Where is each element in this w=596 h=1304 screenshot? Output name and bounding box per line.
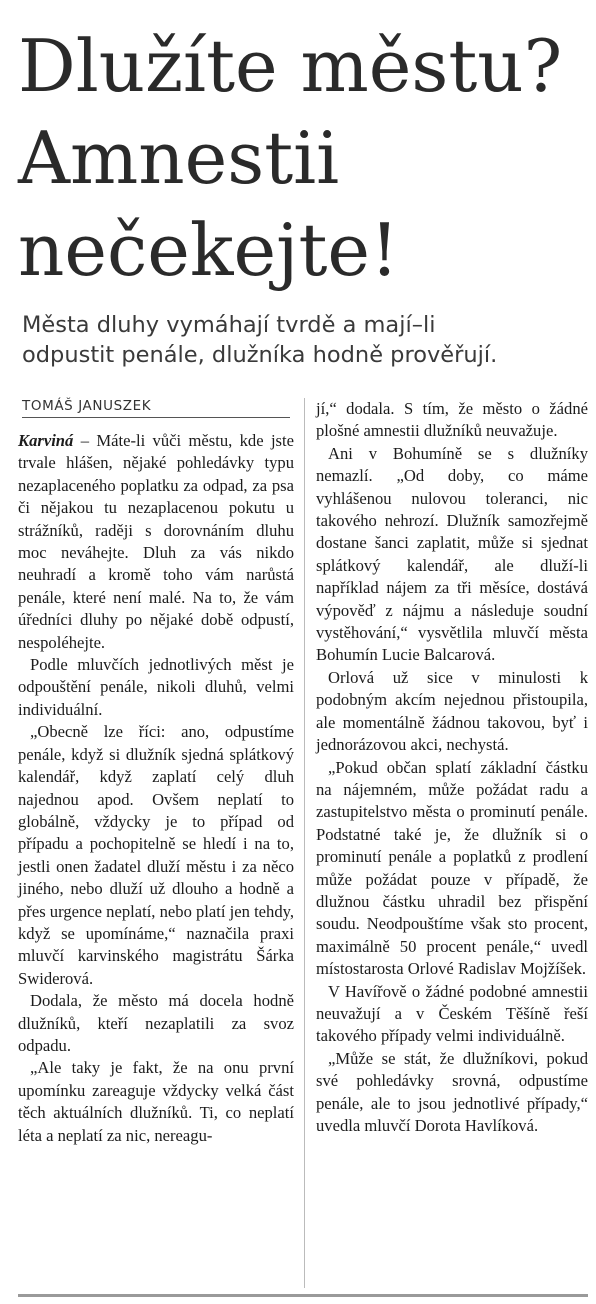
subheadline-line-1: Města dluhy vymáhají tvrdě a mají–li xyxy=(22,312,436,338)
article-paragraph: Dodala, že město má docela hodně dlužníků, kteří nezaplatili za svoz odpadu. xyxy=(18,991,294,1055)
column-divider xyxy=(304,398,305,1288)
dateline: Karviná xyxy=(18,431,74,450)
subheadline xyxy=(22,310,592,370)
article-paragraph: „Může se stát, že dlužníkovi, pokud své pohledávky srovná, odpustíme penále, ale to jsou jednotlivé případy,“ uvedla mluvčí Dorota Havlíková. xyxy=(316,1048,588,1135)
article-paragraph: jí,“ dodala. S tím, že město o žádné plošné amnestii dlužníků neuvažuje. xyxy=(316,399,588,441)
article-column-right xyxy=(316,398,588,1137)
article-paragraph-text: – Máte-li vůči městu, kde jste trvale hlášen, nějaké pohledávky typu nezaplaceného poplatku za odpad, za psa či nějakou tu nezaplacenou pokutu u strážníků, raději s dorovnáním dluhu moc neváhejte. Dluh za vás nikdo neuhradí a kromě toho vám narůstá penále, které není malé. Na to, že vám úředníci dluhy po nějaké době odpustí, nespoléhejte. xyxy=(18,431,294,652)
byline: TOMÁŠ JANUSZEK xyxy=(22,398,290,418)
subheadline-line-2: odpustit penále, dlužníka hodně prověřují. xyxy=(22,342,498,368)
headline-line-1: Dlužíte městu? xyxy=(18,24,563,108)
article-paragraph: „Ale taky je fakt, že na onu první upomínku zareaguje vždycky velká část těch aktuálních dlužníků. Ti, co neplatí léta a neplatí za nic, nereagu- xyxy=(18,1058,294,1145)
article-column-left xyxy=(18,430,294,1147)
article-paragraph: „Obecně lze říci: ano, odpustíme penále, když si dlužník sjedná splátkový kalendář, když zaplatí celý dluh najednou apod. Ovšem neplatí to globálně, vždycky je to případ od případu a pochopitelně se hledí i na to, jestli onen žadatel dluží městu i za něco jiného, nebo dluží už dlouho a hodně a přes urgence neplatí, nebo platí jen tehdy, když se upomínáme,“ naznačila praxi mluvčí karvinského magistrátu Šárka Swiderová. xyxy=(18,722,295,988)
article-paragraph: Podle mluvčích jednotlivých měst je odpouštění penále, nikoli dluhů, velmi individuální. xyxy=(18,655,294,719)
article-paragraph: V Havířově o žádné podobné amnestii neuvažují a v Českém Těšíně řeší takového případy velmi individuálně. xyxy=(316,981,588,1046)
headline-line-2: Amnestii xyxy=(18,116,340,200)
article-paragraph: „Pokud občan splatí základní částku na nájemném, může požádat radu a zastupitelstvo města o prominutí penále. Podstatné také je, že dlužník si o prominutí penále a poplatků z prodlení může požádat pouze v případě, že dlužnou částku uhradil bez přispění soudu. Neodpouštíme však sto procent, maximálně 50 procent penále,“ uvedl místostarosta Orlové Radislav Mojžíšek. xyxy=(316,757,588,979)
article-paragraph: Ani v Bohumíně se s dlužníky nemazlí. „Od doby, co máme vyhlášenou nulovou toleranci, nic takového nehrozí. Dlužník samozřejmě dostane šanci zaplatit, může si sjednat splátkový kalendář, ale dluží-li například nájem za tři měsíce, dostává výpověď z nájmu a následuje soudní vystěhování,“ vysvětlila mluvčí města Bohumín Lucie Balcarová. xyxy=(316,443,588,665)
headline xyxy=(18,20,588,296)
bottom-rule xyxy=(18,1294,588,1297)
article-paragraph: Orlová už sice v minulosti k podobným akcím nejednou přistoupila, ale momentálně žádnou takovou, byť i jednorázovou akci, nechystá. xyxy=(316,667,588,755)
headline-line-3: nečekejte! xyxy=(18,208,399,292)
article-paragraph xyxy=(18,430,294,654)
